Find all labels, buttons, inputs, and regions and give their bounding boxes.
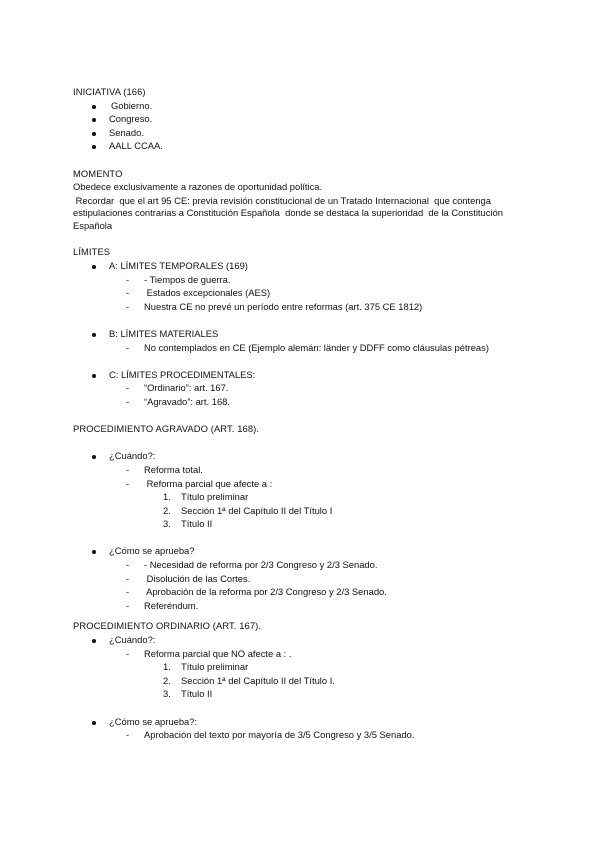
sub-list-item: - Referéndum.: [126, 599, 199, 611]
bullet-icon: [92, 333, 96, 337]
sub-list-item: - Nuestra CE no prevé un período entre reformas (art. 375 CE 1812): [126, 300, 423, 312]
list-item: ¿Cómo se aprueba?: [73, 545, 543, 559]
bullet-icon: [92, 265, 96, 269]
sub-list-item: - “Ordinario”: art. 167.: [126, 382, 229, 394]
paragraph: Obedece exclusivamente a razones de oportunidad política.: [73, 181, 323, 193]
list-item: AALL CCAA.: [73, 140, 543, 154]
section-title-limites: LÍMITES: [73, 246, 111, 258]
paragraph: Recordar que el art 95 CE: previa revisión constitucional de un Tratado Internacional que contenga estipulaciones contrarias a Constitución Española donde se destaca la superioridad de la Constitución Española: [73, 194, 506, 232]
section-title-momento: MOMENTO: [73, 167, 123, 179]
numbered-item: 1. Título preliminar: [163, 661, 249, 673]
sub-list-item: - “Agravado”: art. 168.: [126, 395, 230, 407]
bullet-icon: [92, 132, 96, 136]
bullet-icon: [92, 455, 96, 459]
section-title-iniciativa: INICIATIVA (166): [73, 86, 146, 97]
sub-list-item: - - Necesidad de reforma por 2/3 Congreso y 2/3 Senado.: [126, 559, 378, 571]
numbered-item: 1. Título preliminar: [163, 491, 249, 503]
bullet-icon: [92, 721, 96, 725]
numbered-item: 3. Título II: [163, 518, 213, 530]
sub-list-item: - Disolución de las Cortes.: [126, 572, 251, 584]
sub-list-item: - Reforma parcial que NO afecte a : .: [126, 647, 292, 659]
sub-list-item: - Reforma total.: [126, 463, 203, 475]
sub-list-item: - Aprobación de la reforma por 2/3 Congreso y 2/3 Senado.: [126, 586, 387, 598]
list-item: Congreso.: [73, 113, 543, 127]
numbered-item: 3. Título II: [163, 688, 213, 700]
list-item: ¿Cuándo?:: [73, 634, 543, 648]
bullet-icon: [92, 639, 96, 643]
bullet-icon: [92, 145, 96, 149]
bullet-icon: [92, 550, 96, 554]
bullet-icon: [92, 118, 96, 122]
list-item: A: LÍMITES TEMPORALES (169): [73, 260, 543, 274]
section-title-ordinario: PROCEDIMIENTO ORDINARIO (ART. 167).: [73, 620, 262, 632]
sub-list-item: - No contemplados en CE (Ejemplo alemán: länder y DDFF como cláusulas pétreas): [126, 341, 489, 353]
list-item: ¿Cómo se aprueba?:: [73, 716, 543, 730]
numbered-item: 2. Sección 1ª del Capítulo II del Título I.: [163, 674, 335, 686]
sub-list-item: - Reforma parcial que afecte a :: [126, 477, 273, 489]
bullet-icon: [92, 105, 96, 109]
sub-list-item: - Aprobación del texto por mayoría de 3/5 Congreso y 3/5 Senado.: [126, 729, 415, 741]
document-content: [73, 86, 543, 743]
list-item: ¿Cuándo?:: [73, 450, 543, 464]
section-title-agravado: PROCEDIMIENTO AGRAVADO (ART. 168).: [73, 423, 260, 435]
list-item: Gobierno.: [73, 100, 543, 114]
numbered-item: 2. Sección 1ª del Capítulo II del Título I: [163, 504, 333, 516]
list-item: Senado.: [73, 127, 543, 141]
bullet-icon: [92, 374, 96, 378]
list-item: B: LÍMITES MATERIALES: [73, 328, 543, 342]
sub-list-item: - - Tiempos de guerra.: [126, 273, 231, 285]
sub-list-item: - Estados excepcionales (AES): [126, 287, 271, 299]
list-item: C: LÍMITES PROCEDIMENTALES:: [73, 369, 543, 383]
